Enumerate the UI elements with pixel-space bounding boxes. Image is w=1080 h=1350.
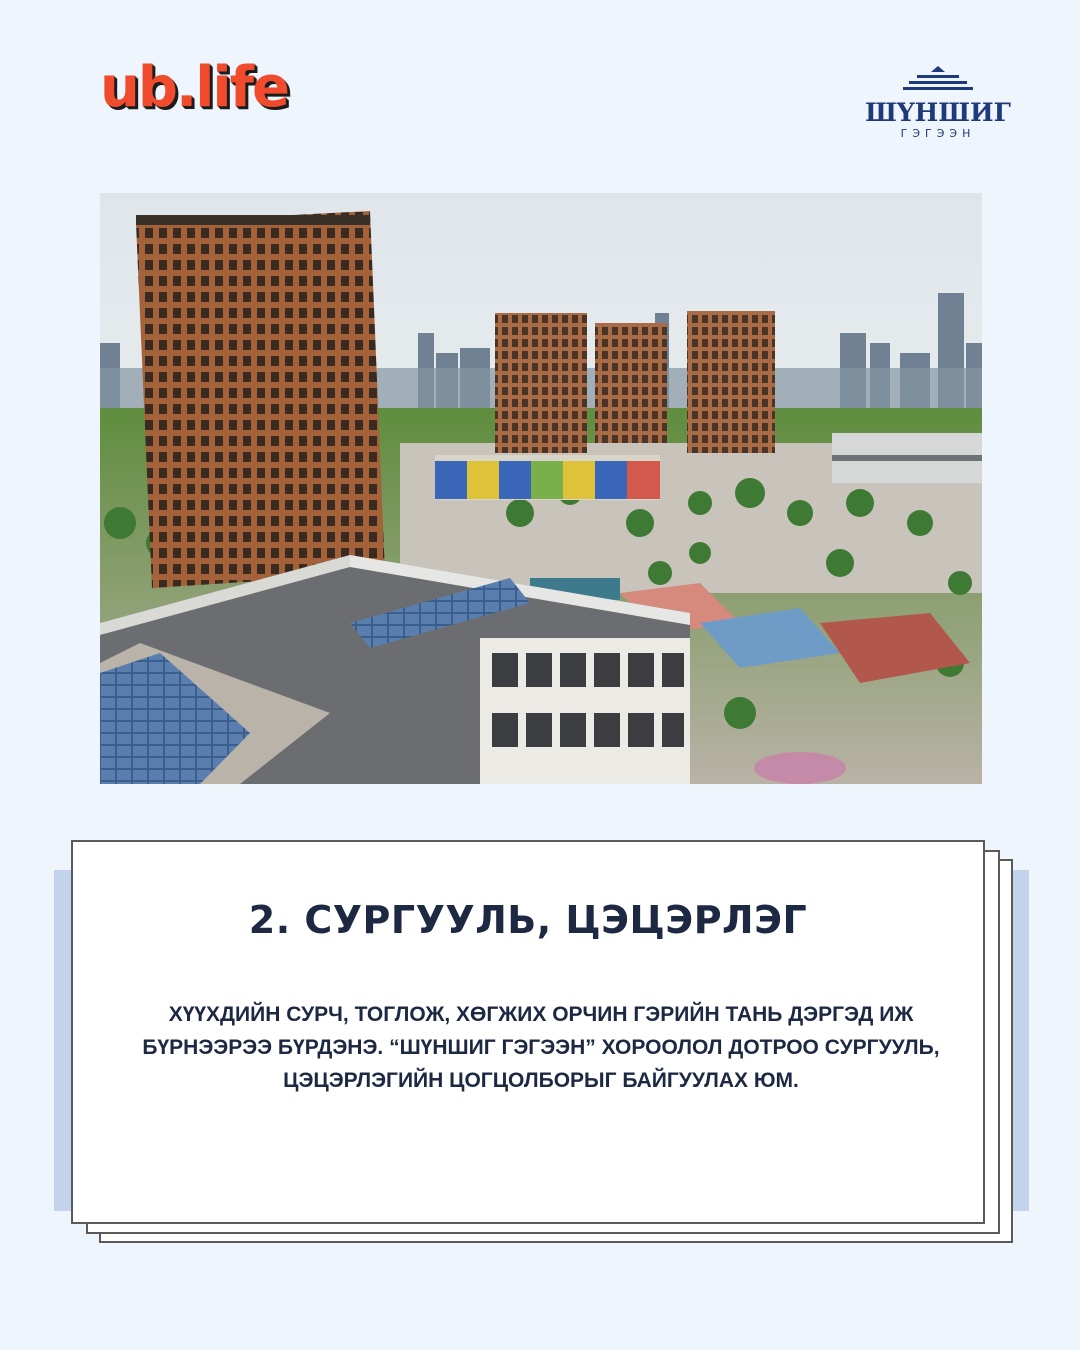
brand-name: ШҮНШИГ — [865, 98, 1011, 127]
section-title: 2. СУРГУУЛЬ, ЦЭЦЭРЛЭГ — [248, 898, 808, 942]
brand-subtitle: ГЭГЭЭН — [900, 127, 976, 140]
section-body-text: ХҮҮХДИЙН СУРЧ, ТОГЛОЖ, ХӨГЖИХ ОРЧИН ГЭРИЙН ТАНЬ ДЭРГЭД ИЖ БҮРНЭЭРЭЭ БҮРДЭНЭ. “ШҮНШИГ ГЭГЭЭН” ХОРООЛОЛ ДОТРОО СУРГУУЛЬ, ЦЭЦЭРЛЭГИЙН ЦОГЦОЛБОРЫГ БАЙГУУЛАХ ЮМ. — [142, 1003, 940, 1092]
city-render-image — [100, 193, 982, 784]
building-roof-icon — [903, 64, 973, 98]
ublife-logo: ub.life — [100, 55, 288, 120]
shunshig-gegeen-logo — [862, 64, 1014, 140]
